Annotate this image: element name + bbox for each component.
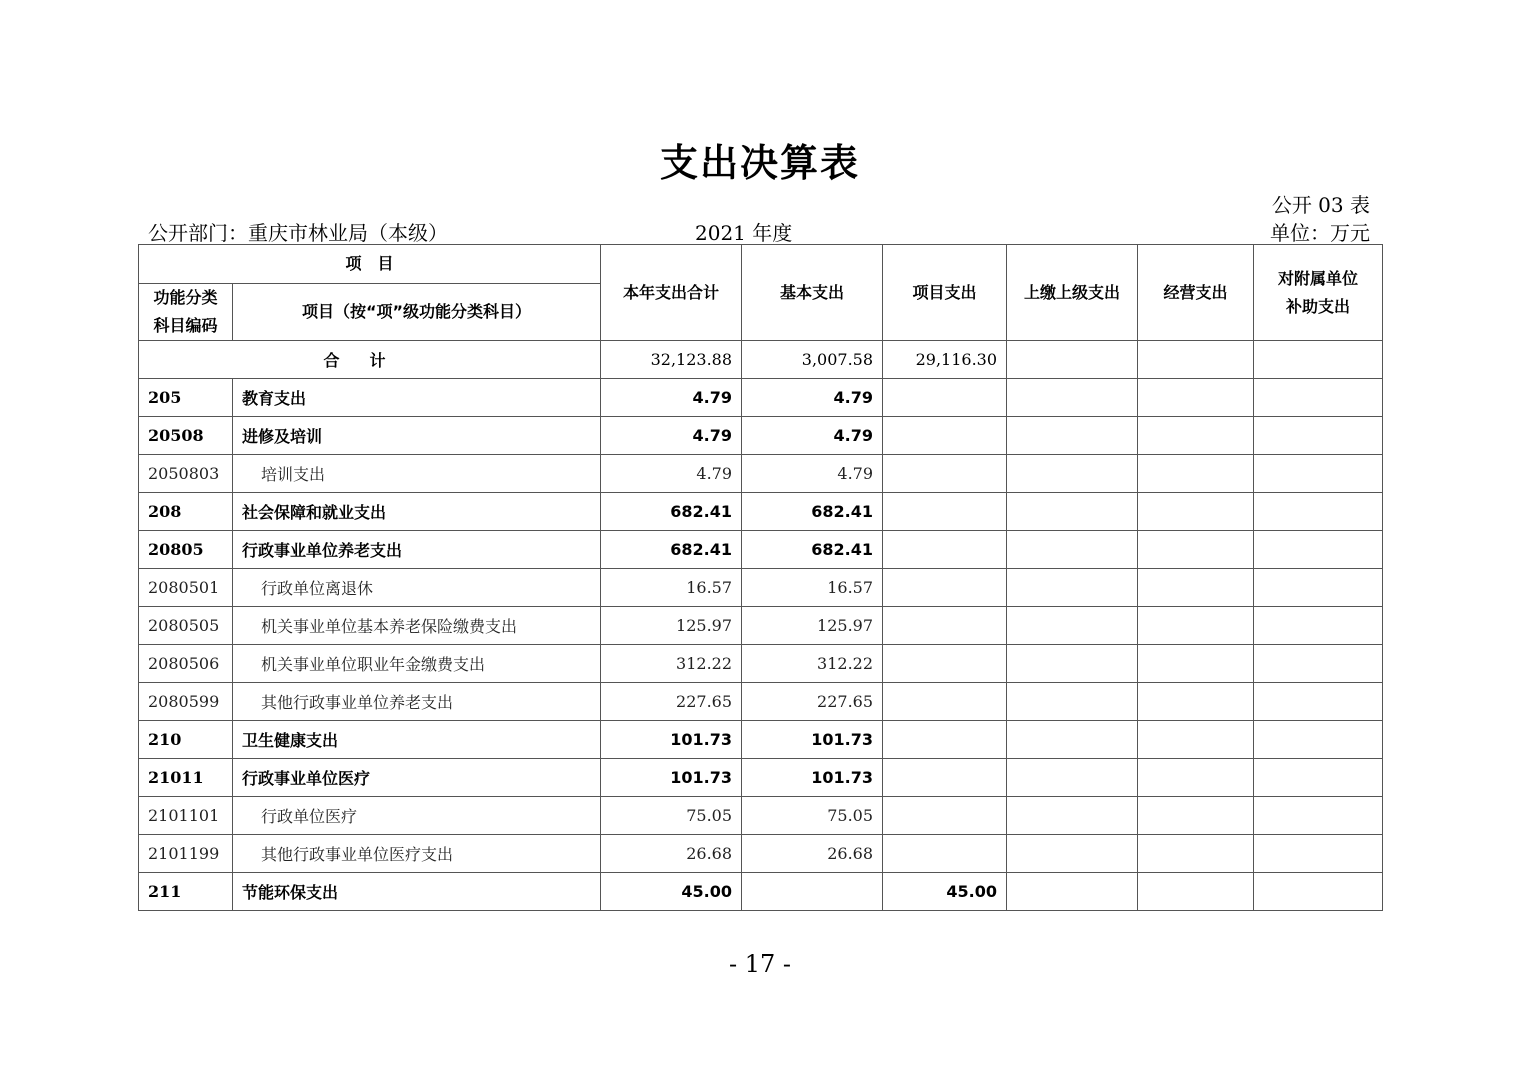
cell-project	[883, 417, 1007, 455]
cell-code: 2080599	[139, 683, 233, 721]
header-subsidy: 对附属单位 补助支出	[1254, 245, 1383, 341]
table-row	[139, 835, 1383, 873]
total-basic: 3,007.58	[742, 341, 883, 379]
cell-subsidy	[1254, 873, 1383, 911]
cell-total: 4.79	[601, 379, 742, 417]
table-row	[139, 569, 1383, 607]
header-total: 本年支出合计	[601, 245, 742, 341]
cell-business	[1138, 645, 1254, 683]
department-label: 公开部门：重庆市林业局（本级）	[148, 221, 448, 245]
cell-subsidy	[1254, 759, 1383, 797]
cell-total: 125.97	[601, 607, 742, 645]
cell-project	[883, 797, 1007, 835]
cell-project	[883, 379, 1007, 417]
cell-business	[1138, 873, 1254, 911]
cell-code: 210	[139, 721, 233, 759]
cell-business	[1138, 531, 1254, 569]
cell-name: 其他行政事业单位养老支出	[233, 683, 601, 721]
total-row	[139, 341, 1383, 379]
cell-basic: 227.65	[742, 683, 883, 721]
header-business: 经营支出	[1138, 245, 1254, 341]
header-project: 项目支出	[883, 245, 1007, 341]
total-subsidy	[1254, 341, 1383, 379]
cell-name: 卫生健康支出	[233, 721, 601, 759]
fiscal-year: 2021 年度	[695, 221, 793, 245]
cell-basic	[742, 873, 883, 911]
cell-code: 2080501	[139, 569, 233, 607]
cell-business	[1138, 569, 1254, 607]
cell-name: 行政单位医疗	[233, 797, 601, 835]
cell-subsidy	[1254, 607, 1383, 645]
cell-name: 进修及培训	[233, 417, 601, 455]
cell-upper	[1007, 455, 1138, 493]
cell-code: 205	[139, 379, 233, 417]
cell-project	[883, 493, 1007, 531]
cell-basic: 682.41	[742, 493, 883, 531]
cell-upper	[1007, 835, 1138, 873]
cell-upper	[1007, 569, 1138, 607]
cell-total: 26.68	[601, 835, 742, 873]
cell-code: 2101199	[139, 835, 233, 873]
cell-basic: 682.41	[742, 531, 883, 569]
cell-upper	[1007, 797, 1138, 835]
cell-business	[1138, 835, 1254, 873]
table-row	[139, 645, 1383, 683]
header-name: 项目（按“项”级功能分类科目）	[233, 284, 601, 341]
table-row	[139, 683, 1383, 721]
header-basic: 基本支出	[742, 245, 883, 341]
cell-name: 行政事业单位养老支出	[233, 531, 601, 569]
cell-code: 20805	[139, 531, 233, 569]
cell-project	[883, 569, 1007, 607]
table-row	[139, 379, 1383, 417]
cell-subsidy	[1254, 417, 1383, 455]
cell-name: 其他行政事业单位医疗支出	[233, 835, 601, 873]
cell-total: 16.57	[601, 569, 742, 607]
table-row	[139, 417, 1383, 455]
table-row	[139, 455, 1383, 493]
total-label: 合计	[139, 341, 601, 379]
table-row	[139, 607, 1383, 645]
table-row	[139, 531, 1383, 569]
cell-business	[1138, 759, 1254, 797]
table-row	[139, 759, 1383, 797]
cell-project	[883, 683, 1007, 721]
cell-total: 227.65	[601, 683, 742, 721]
header-item: 项 目	[139, 245, 601, 284]
cell-project	[883, 607, 1007, 645]
cell-subsidy	[1254, 835, 1383, 873]
cell-project	[883, 531, 1007, 569]
cell-name: 机关事业单位职业年金缴费支出	[233, 645, 601, 683]
cell-basic: 26.68	[742, 835, 883, 873]
table-row	[139, 873, 1383, 911]
cell-total: 4.79	[601, 417, 742, 455]
cell-business	[1138, 493, 1254, 531]
cell-upper	[1007, 759, 1138, 797]
cell-upper	[1007, 721, 1138, 759]
cell-subsidy	[1254, 721, 1383, 759]
page-title: 支出决算表	[659, 141, 860, 185]
cell-business	[1138, 683, 1254, 721]
cell-subsidy	[1254, 645, 1383, 683]
header-code: 功能分类 科目编码	[139, 284, 233, 341]
cell-basic: 101.73	[742, 721, 883, 759]
cell-business	[1138, 607, 1254, 645]
cell-basic: 75.05	[742, 797, 883, 835]
cell-total: 75.05	[601, 797, 742, 835]
cell-business	[1138, 417, 1254, 455]
cell-code: 21011	[139, 759, 233, 797]
cell-total: 312.22	[601, 645, 742, 683]
cell-business	[1138, 379, 1254, 417]
unit-label: 单位：万元	[1270, 221, 1370, 245]
header-upper: 上缴上级支出	[1007, 245, 1138, 341]
cell-subsidy	[1254, 683, 1383, 721]
cell-project	[883, 759, 1007, 797]
cell-total: 682.41	[601, 493, 742, 531]
cell-business	[1138, 797, 1254, 835]
cell-subsidy	[1254, 455, 1383, 493]
cell-basic: 4.79	[742, 455, 883, 493]
cell-subsidy	[1254, 531, 1383, 569]
cell-basic: 16.57	[742, 569, 883, 607]
table-row	[139, 797, 1383, 835]
cell-project	[883, 645, 1007, 683]
cell-business	[1138, 721, 1254, 759]
cell-project	[883, 835, 1007, 873]
cell-total: 4.79	[601, 455, 742, 493]
cell-code: 2101101	[139, 797, 233, 835]
cell-name: 节能环保支出	[233, 873, 601, 911]
page-number: - 17 -	[728, 950, 791, 978]
cell-name: 培训支出	[233, 455, 601, 493]
cell-subsidy	[1254, 569, 1383, 607]
cell-subsidy	[1254, 493, 1383, 531]
total-upper	[1007, 341, 1138, 379]
cell-upper	[1007, 493, 1138, 531]
cell-basic: 101.73	[742, 759, 883, 797]
cell-upper	[1007, 645, 1138, 683]
cell-subsidy	[1254, 379, 1383, 417]
cell-upper	[1007, 683, 1138, 721]
cell-total: 45.00	[601, 873, 742, 911]
cell-upper	[1007, 607, 1138, 645]
cell-project	[883, 721, 1007, 759]
cell-name: 行政单位离退休	[233, 569, 601, 607]
cell-total: 682.41	[601, 531, 742, 569]
cell-code: 208	[139, 493, 233, 531]
cell-name: 教育支出	[233, 379, 601, 417]
cell-code: 20508	[139, 417, 233, 455]
cell-basic: 4.79	[742, 417, 883, 455]
cell-project: 45.00	[883, 873, 1007, 911]
cell-upper	[1007, 873, 1138, 911]
cell-basic: 125.97	[742, 607, 883, 645]
cell-name: 社会保障和就业支出	[233, 493, 601, 531]
table-row	[139, 721, 1383, 759]
cell-subsidy	[1254, 797, 1383, 835]
cell-upper	[1007, 379, 1138, 417]
total-business	[1138, 341, 1254, 379]
table-row	[139, 493, 1383, 531]
cell-total: 101.73	[601, 759, 742, 797]
cell-total: 101.73	[601, 721, 742, 759]
cell-basic: 312.22	[742, 645, 883, 683]
cell-code: 2080506	[139, 645, 233, 683]
cell-project	[883, 455, 1007, 493]
cell-code: 2050803	[139, 455, 233, 493]
expenditure-table	[138, 244, 1383, 911]
cell-basic: 4.79	[742, 379, 883, 417]
cell-code: 211	[139, 873, 233, 911]
cell-code: 2080505	[139, 607, 233, 645]
cell-name: 行政事业单位医疗	[233, 759, 601, 797]
total-total: 32,123.88	[601, 341, 742, 379]
cell-business	[1138, 455, 1254, 493]
cell-name: 机关事业单位基本养老保险缴费支出	[233, 607, 601, 645]
cell-upper	[1007, 531, 1138, 569]
form-number: 公开 03 表	[1271, 193, 1370, 217]
cell-upper	[1007, 417, 1138, 455]
total-project: 29,116.30	[883, 341, 1007, 379]
